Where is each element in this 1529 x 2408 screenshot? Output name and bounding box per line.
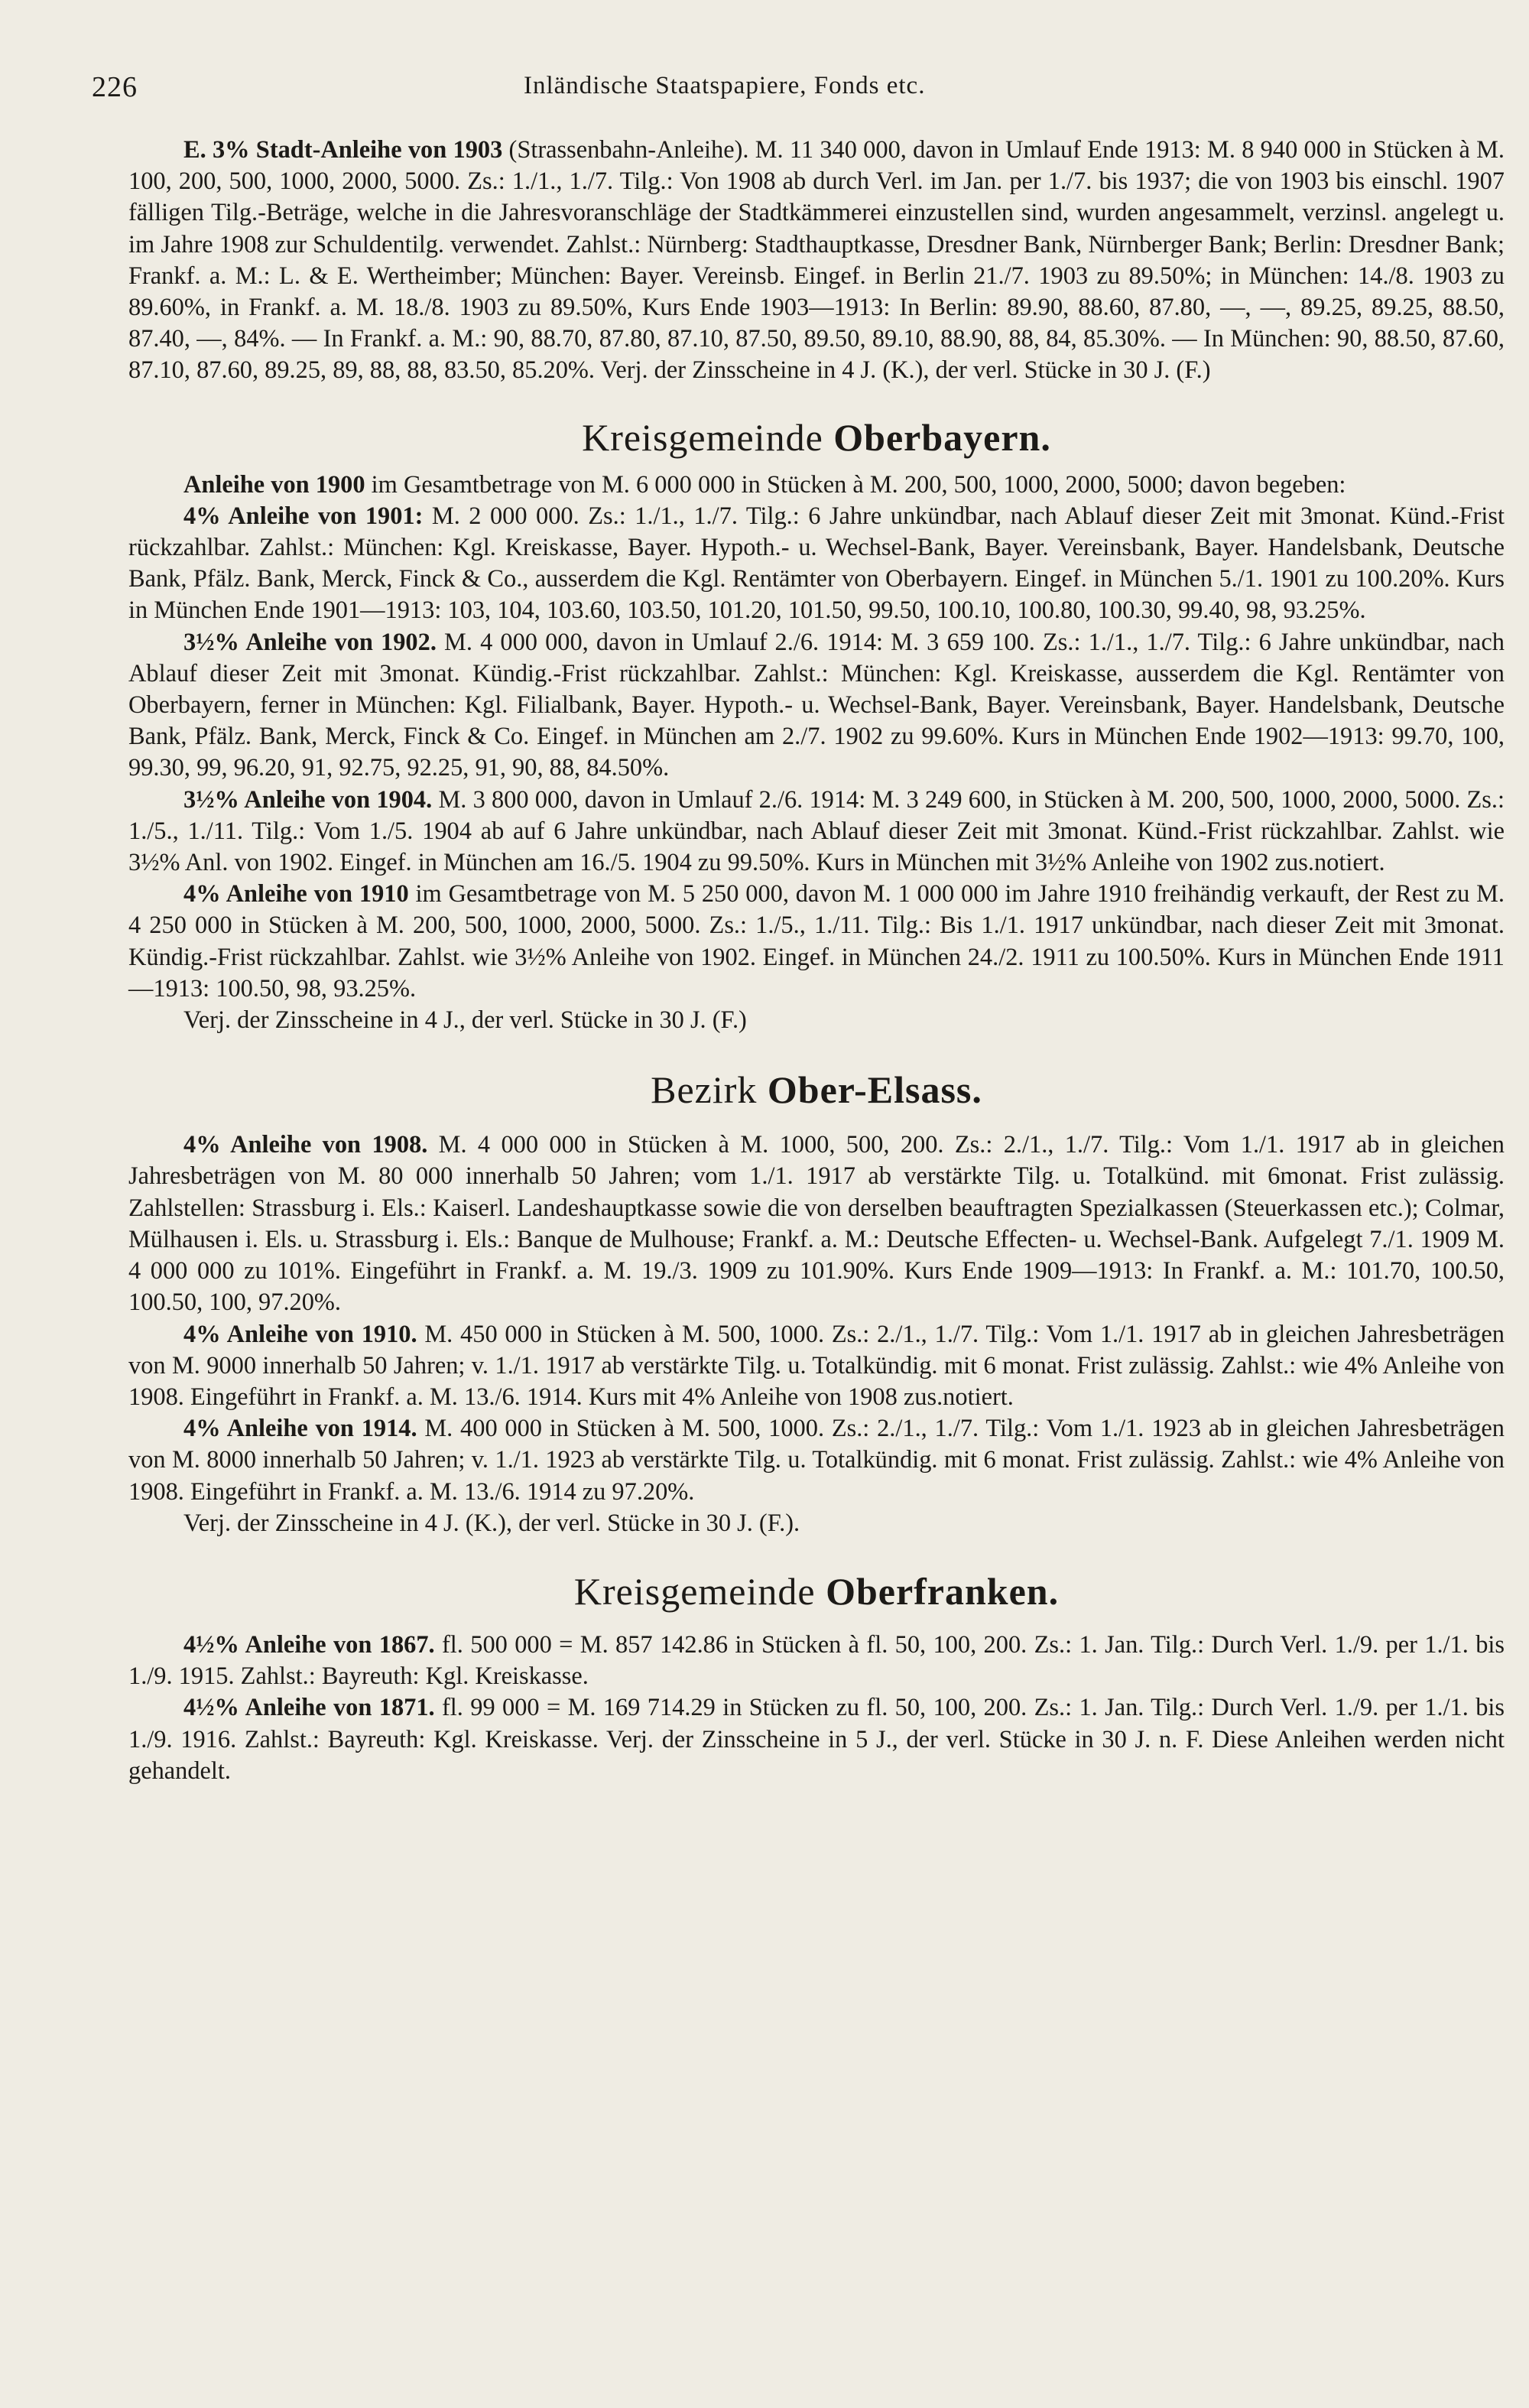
section <box>128 1067 1505 1539</box>
intro-paragraph <box>128 135 1505 387</box>
entry-paragraph <box>128 1129 1505 1318</box>
running-title: Inländische Staatspapiere, Fonds etc. <box>524 72 926 99</box>
entry-text: M. 4 000 000, davon in Umlauf 2./6. 1914: M. 3 659 100. Zs.: 1./1., 1./7. Tilg.: 6 Jahre unkündbar, nach Ablauf dieser Zeit mit 3monat. Kündig.-Frist rückzahlbar. Zahlst.: München: Kgl. Kreiskasse, ausserdem die Kgl. Rentämter von Oberbayern, ferner in München: Kgl. Filialbank, Bayer. Hypoth.- u. Wechsel-Bank, Bayer. Vereinsbank, Bayer. Handelsbank, Deutsche Bank, Pfälz. Bank, Merck, Finck & Co. Eingef. in München am 2./7. 1902 zu 99.60%. Kurs in München Ende 1902—1913: 99.70, 100, 99.30, 99, 96.20, 91, 92.75, 92.25, 91, 90, 88, 84.50%. <box>128 628 1505 782</box>
section-heading <box>128 414 1505 460</box>
page-number: 226 <box>92 71 138 103</box>
entry-text: M. 3 800 000, davon in Umlauf 2./6. 1914: M. 3 249 600, in Stücken à M. 200, 500, 1000, 2000, 5000. Zs.: 1./5., 1./11. Tilg.: Vom 1./5. 1904 ab auf 6 Jahre unkündbar, nach Ablauf dieser Zeit mit 3monat. Künd.-Frist rückzahlbar. Zahlst. wie 3½% Anl. von 1902. Eingef. in München am 16./5. 1904 zu 99.50%. Kurs in München mit 3½% Anleihe von 1902 zus.notiert. <box>128 785 1505 877</box>
section-heading-plain: Kreisgemeinde <box>582 415 823 459</box>
entry-text: M. 450 000 in Stücken à M. 500, 1000. Zs.: 2./1., 1./7. Tilg.: Vom 1./1. 1917 ab in gleichen Jahresbeträgen von M. 9000 innerhalb 50 Jahren; v. 1./1. 1917 ab verstärkte Tilg. u. Totalkündig. mit 6 monat. Frist zulässig. Zahlst.: wie 4% Anleihe von 1908. Eingeführt in Frankf. a. M. 13./6. 1914. Kurs mit 4% Anleihe von 1908 zus.notiert. <box>128 1320 1505 1411</box>
entry-paragraph <box>128 1005 1505 1036</box>
entry-paragraph <box>128 1413 1505 1508</box>
entry-text: M. 400 000 in Stücken à M. 500, 1000. Zs.: 2./1., 1./7. Tilg.: Vom 1./1. 1923 ab in gleichen Jahresbeträgen von M. 8000 innerhalb 50 Jahren; v. 1./1. 1923 ab verstärkte Tilg. u. Totalkündig. mit 6 monat. Frist zulässig. Zahlst.: wie 4% Anleihe von 1908. Eingeführt in Frankf. a. M. 13./6. 1914 zu 97.20%. <box>128 1415 1505 1506</box>
section-heading-bold: Oberbayern. <box>833 415 1051 459</box>
entry-lead: 4% Anleihe von 1910 <box>183 880 409 908</box>
section-heading <box>128 1067 1505 1113</box>
page-content <box>128 135 1505 1787</box>
entry-lead: 3½% Anleihe von 1904. <box>183 785 433 814</box>
entry-lead: 3½% Anleihe von 1902. <box>183 628 437 656</box>
entry-lead: 4% Anleihe von 1901: <box>183 502 424 530</box>
entry-lead: 4% Anleihe von 1910. <box>183 1320 417 1348</box>
entry-paragraph <box>128 1692 1505 1787</box>
entry-lead: 4% Anleihe von 1914. <box>183 1415 417 1443</box>
running-head <box>92 70 1498 116</box>
entry-paragraph <box>128 501 1505 627</box>
section-heading-plain: Kreisgemeinde <box>573 1569 816 1613</box>
section <box>128 414 1505 1037</box>
section-heading <box>128 1568 1505 1614</box>
entry-paragraph <box>128 1319 1505 1414</box>
entry-lead: 4½% Anleihe von 1867. <box>183 1630 435 1659</box>
section-heading-bold: Ober-Elsass. <box>767 1068 982 1112</box>
entry-text: im Gesamtbetrage von M. 6 000 000 in Stücken à M. 200, 500, 1000, 2000, 5000; davon begeben: <box>371 470 1346 499</box>
entry-lead: Anleihe von 1900 <box>183 470 365 499</box>
entry-text: fl. 99 000 = M. 169 714.29 in Stücken zu fl. 50, 100, 200. Zs.: 1. Jan. Tilg.: Durch Verl. 1./9. per 1./1. bis 1./9. 1916. Zahlst.: Bayreuth: Kgl. Kreiskasse. Verj. der Zinsscheine in 5 J., der verl. Stücke in 30 J. n. F. Diese Anleihen werden nicht gehandelt. <box>128 1694 1505 1785</box>
entry-paragraph <box>128 470 1505 501</box>
entry-paragraph <box>128 1508 1505 1539</box>
entry-paragraph <box>128 785 1505 879</box>
entry-text: (Strassenbahn-Anleihe). M. 11 340 000, davon in Umlauf Ende 1913: M. 8 940 000 in Stücken à M. 100, 200, 500, 1000, 2000, 5000. Zs.: 1./1., 1./7. Tilg.: Von 1908 ab durch Verl. im Jan. per 1./7. bis 1937; die von 1903 bis einschl. 1907 fälligen Tilg.-Beträge, welche in die Jahresvoranschläge der Stadtkämmerei einzustellen sind, wurden angesammelt, verzinsl. angelegt u. im Jahre 1908 zur Schuldentilg. verwendet. Zahlst.: Nürnberg: Stadthauptkasse, Dresdner Bank, Nürnberger Bank; Berlin: Dresdner Bank; Frankf. a. M.: L. & E. Wertheimber; München: Bayer. Vereinsb. Eingef. in Berlin 21./7. 1903 zu 89.50%; in München: 14./8. 1903 zu 89.60%, in Frankf. a. M. 18./8. 1903 zu 89.50%, Kurs Ende 1903—1913: In Berlin: 89.90, 88.60, 87.80, —, —, 89.25, 89.25, 88.50, 87.40, —, 84%. — In Frankf. a. M.: 90, 88.70, 87.80, 87.10, 87.50, 89.50, 89.10, 88.90, 88, 84, 85.30%. — In München: 90, 88.50, 87.60, 87.10, 87.60, 89.25, 89, 88, 88, 83.50, 85.20%. Verj. der Zinsscheine in 4 J. (K.), der verl. Stücke in 30 J. (F.) <box>128 136 1505 385</box>
entry-lead: 4% Anleihe von 1908. <box>183 1131 428 1159</box>
entry-paragraph <box>128 1630 1505 1692</box>
section-heading-bold: Oberfranken. <box>826 1569 1060 1613</box>
entry-text: Verj. der Zinsscheine in 4 J. (K.), der verl. Stücke in 30 J. (F.). <box>183 1509 800 1537</box>
entry-text: M. 2 000 000. Zs.: 1./1., 1./7. Tilg.: 6 Jahre unkündbar, nach Ablauf dieser Zeit mit 3monat. Künd.-Frist rückzahlbar. Zahlst.: München: Kgl. Kreiskasse, Bayer. Hypoth.- u. Wechsel-Bank, Bayer. Vereinsbank, Bayer. Handelsbank, Deutsche Bank, Pfälz. Bank, Merck, Finck & Co., ausserdem die Kgl. Rentämter von Oberbayern. Eingef. in München 5./1. 1901 zu 100.20%. Kurs in München Ende 1901—1913: 103, 104, 103.60, 103.50, 101.20, 101.50, 99.50, 100.10, 100.80, 100.30, 99.40, 98, 93.25%. <box>128 502 1505 625</box>
entry-lead: 4½% Anleihe von 1871. <box>183 1694 435 1722</box>
sections <box>128 414 1505 1787</box>
section <box>128 1568 1505 1787</box>
entry-paragraph <box>128 627 1505 785</box>
section-heading-plain: Bezirk <box>651 1068 758 1112</box>
entry-text: im Gesamtbetrage von M. 5 250 000, davon M. 1 000 000 im Jahre 1910 freihändig verkauft, der Rest zu M. 4 250 000 in Stücken à M. 200, 500, 1000, 2000, 5000. Zs.: 1./5., 1./11. Tilg.: Bis 1./1. 1917 unkündbar, nach dieser Zeit mit 3monat. Kündig.-Frist rückzahlbar. Zahlst. wie 3½% Anleihe von 1902. Eingef. in München 24./2. 1911 zu 100.50%. Kurs in München Ende 1911—1913: 100.50, 98, 93.25%. <box>128 880 1505 1003</box>
entry-lead: E. 3% Stadt-Anleihe von 1903 <box>183 136 503 164</box>
entry-paragraph <box>128 879 1505 1005</box>
entry-text: M. 4 000 000 in Stücken à M. 1000, 500, 200. Zs.: 2./1., 1./7. Tilg.: Vom 1./1. 1917 ab in gleichen Jahresbeträgen von M. 80 000 innerhalb 50 Jahren; vom 1./1. 1917 ab verstärkte Tilg. u. Totalkünd. mit 6monat. Frist zulässig. Zahlstellen: Strassburg i. Els.: Kaiserl. Landeshauptkasse sowie die von derselben beauftragten Spezialkassen (Steuerkassen etc.); Colmar, Mülhausen i. Els. u. Strassburg i. Els.: Banque de Mulhouse; Frankf. a. M.: Deutsche Effecten- u. Wechsel-Bank. Aufgelegt 7./1. 1909 M. 4 000 000 zu 101%. Eingeführt in Frankf. a. M. 19./3. 1909 zu 101.90%. Kurs Ende 1909—1913: In Frankf. a. M.: 101.70, 100.50, 100.50, 100, 97.20%. <box>128 1131 1505 1317</box>
entry-text: fl. 500 000 = M. 857 142.86 in Stücken à fl. 50, 100, 200. Zs.: 1. Jan. Tilg.: Durch Verl. 1./9. per 1./1. bis 1./9. 1915. Zahlst.: Bayreuth: Kgl. Kreiskasse. <box>128 1630 1505 1691</box>
entry-text: Verj. der Zinsscheine in 4 J., der verl. Stücke in 30 J. (F.) <box>183 1006 747 1035</box>
